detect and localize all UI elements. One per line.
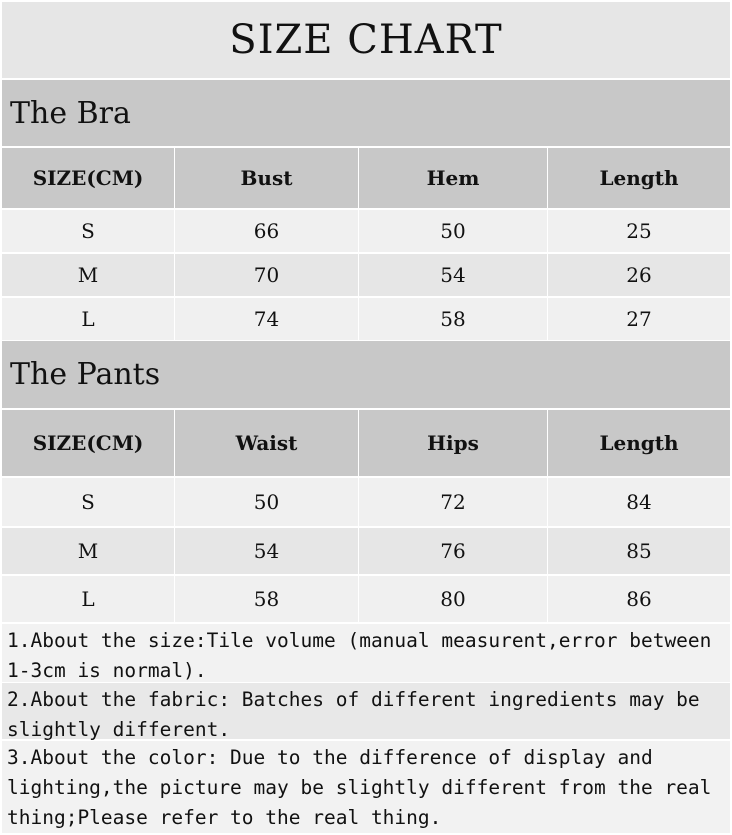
table-cell: 72 <box>359 478 548 526</box>
table-cell: M <box>2 254 175 296</box>
table-cell: 25 <box>626 219 652 243</box>
table-row <box>2 574 730 622</box>
table-row <box>2 252 730 296</box>
note-size: 1.About the size:Tile volume (manual measurent,error between 1-3cm is normal). <box>2 624 730 682</box>
pants-col-length: Length <box>548 410 730 476</box>
table-row <box>2 296 730 340</box>
table-cell: 86 <box>626 587 652 611</box>
table-cell: M <box>2 528 175 574</box>
bra-col-size: SIZE(CM) <box>2 148 175 208</box>
table-cell: 58 <box>359 298 548 340</box>
table-cell: 80 <box>359 576 548 622</box>
table-cell: S <box>2 478 175 526</box>
table-cell: 58 <box>175 576 359 622</box>
table-cell: 27 <box>626 307 652 331</box>
bra-col-length: Length <box>548 148 730 208</box>
table-cell: 66 <box>175 210 359 252</box>
table-cell: 54 <box>359 254 548 296</box>
table-cell: S <box>2 210 175 252</box>
page-title: SIZE CHART <box>2 2 730 78</box>
table-row <box>2 526 730 574</box>
table-cell: L <box>2 298 175 340</box>
bra-table-header <box>2 148 730 208</box>
table-cell: 70 <box>175 254 359 296</box>
table-cell: 50 <box>359 210 548 252</box>
note-fabric: 2.About the fabric: Batches of different ingredients may be slightly different. <box>2 683 730 739</box>
bra-section-heading: The Bra <box>2 80 730 146</box>
table-row <box>2 210 730 252</box>
table-cell: 85 <box>626 539 652 563</box>
table-cell: L <box>2 576 175 622</box>
note-color: 3.About the color: Due to the difference of display and lighting,the picture may be slightly different from the real thing;Please refer to the real thing. <box>2 741 730 833</box>
table-row <box>2 478 730 526</box>
table-cell: 50 <box>175 478 359 526</box>
table-cell: 26 <box>626 263 652 287</box>
table-cell: 84 <box>626 490 652 514</box>
pants-col-size: SIZE(CM) <box>2 410 175 476</box>
table-cell: 76 <box>359 528 548 574</box>
pants-col-hips: Hips <box>359 410 548 476</box>
bra-col-hem: Hem <box>359 148 548 208</box>
table-cell: 54 <box>175 528 359 574</box>
pants-col-waist: Waist <box>175 410 359 476</box>
pants-table-header <box>2 410 730 476</box>
bra-col-bust: Bust <box>175 148 359 208</box>
pants-section-heading: The Pants <box>2 341 730 408</box>
table-cell: 74 <box>175 298 359 340</box>
